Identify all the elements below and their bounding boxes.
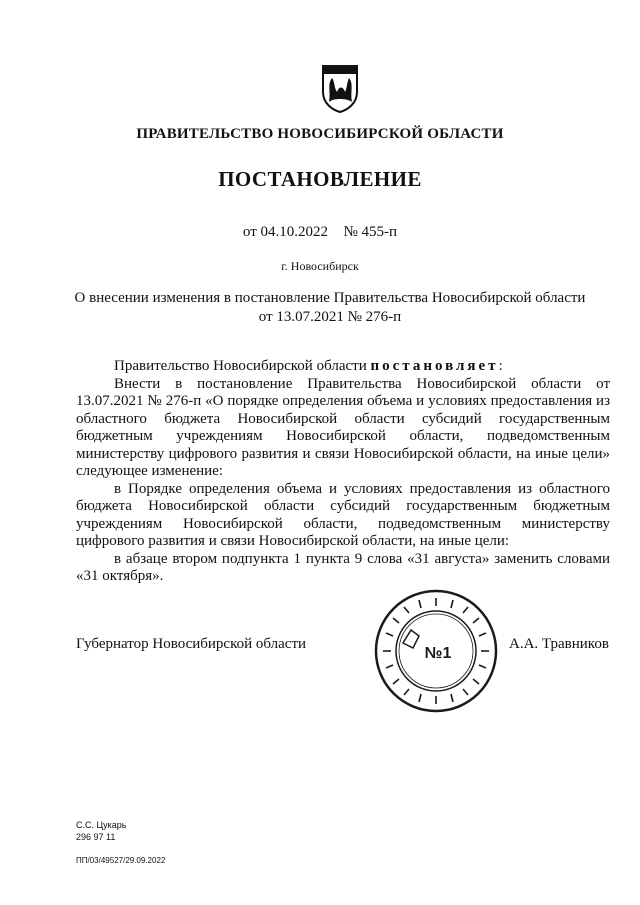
paragraph-3: в абзаце втором подпункта 1 пункта 9 слова «31 августа» заменить словами «31 октября». (76, 550, 610, 584)
signatory-name: А.А. Травников (509, 636, 609, 652)
seal-number: №1 (424, 645, 452, 662)
intro-paragraph (76, 358, 610, 376)
organization-name: ПРАВИТЕЛЬСТВО НОВОСИБИРСКОЙ ОБЛАСТИ (136, 126, 504, 142)
document-subject (60, 289, 600, 327)
official-seal (373, 588, 499, 714)
paragraph-2: в Порядке определения объема и условиях предоставления из областного бюджета Новосибирской области субсидий государственным бюджетным учреждениям Новосибирской области, подведомственным министерству цифрового развития и связи Новосибирской области, на иные цели: (76, 480, 610, 549)
intro-text: Правительство Новосибирской области (114, 358, 371, 374)
subject-line-2: от 13.07.2021 № 276-п (258, 309, 402, 325)
executor-name: С.С. Цукарь (76, 820, 127, 830)
subject-line-1: О внесении изменения в постановление Правительства Новосибирской области (74, 290, 586, 306)
signatory-title: Губернатор Новосибирской области (76, 636, 307, 652)
coat-of-arms-icon (317, 62, 363, 114)
document-body (76, 358, 610, 586)
registration-code: ПП/03/49527/29.09.2022 (76, 856, 166, 865)
document-date: от 04.10.2022 (242, 224, 328, 240)
city-line: г. Новосибирск (281, 259, 359, 273)
paragraph-1: Внести в постановление Правительства Новосибирской области от 13.07.2021 № 276-п «О порядке определения объема и условиях предоставления из областного бюджета Новосибирской области субсидий государственным бюджетным учреждениям Новосибирской области, подведомственным министерству цифрового развития и связи Новосибирской области, на иные цели» следующее изменение: (76, 375, 610, 479)
intro-keyword: постановляет (370, 358, 499, 374)
document-number: № 455-п (343, 224, 398, 240)
date-number-line (0, 224, 640, 241)
executor-phone: 296 97 11 (76, 832, 116, 842)
document-type: ПОСТАНОВЛЕНИЕ (218, 167, 422, 191)
intro-end: : (498, 358, 503, 374)
